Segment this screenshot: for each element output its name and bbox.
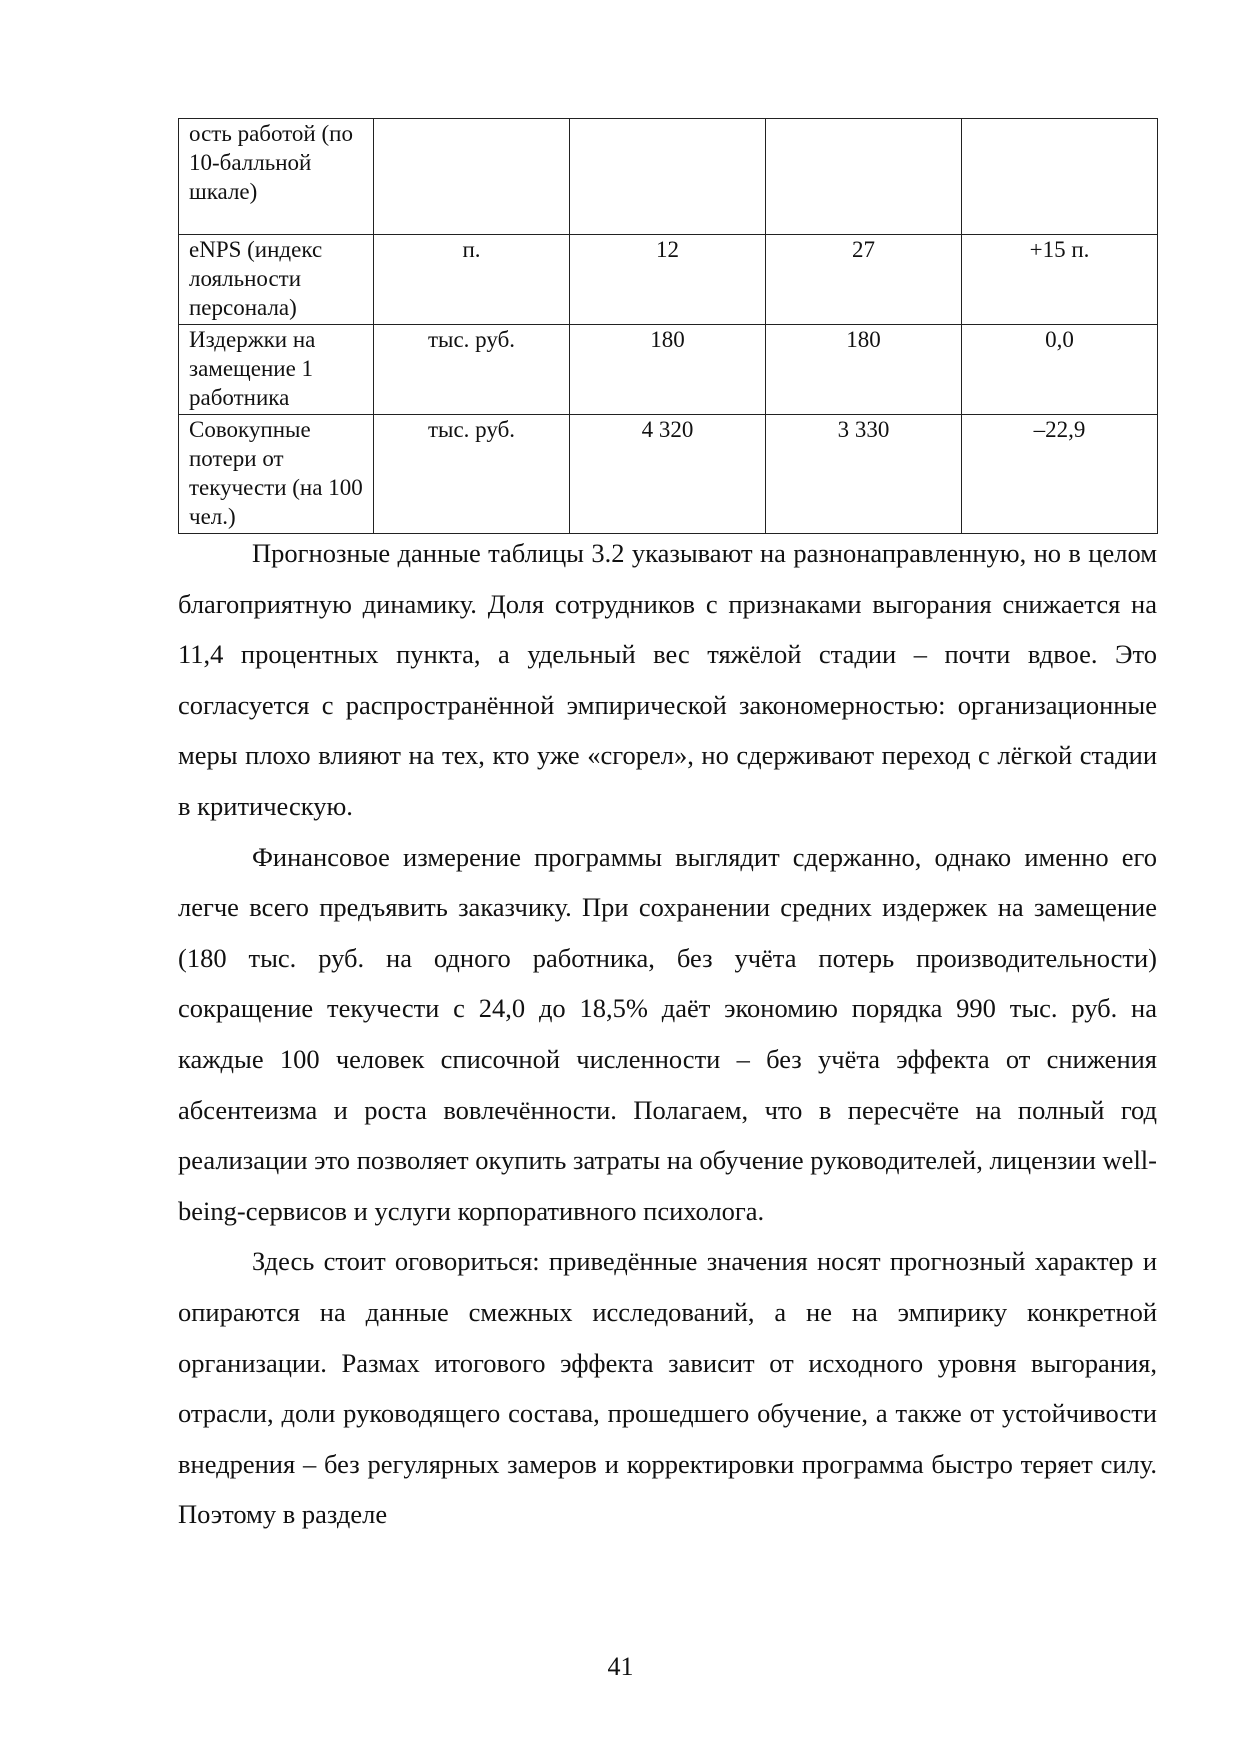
indicator-cell: eNPS (индекс лояльности персонала) [179,235,374,325]
change-cell: 0,0 [962,325,1158,415]
indicator-cell: ость работой (по 10-балльной шкале) [179,119,374,235]
before-cell: 4 320 [570,415,766,534]
indicator-cell: Издержки на замещение 1 работника [179,325,374,415]
page-number: 41 [607,1652,634,1681]
unit-cell: тыс. руб. [374,325,570,415]
unit-cell [374,119,570,235]
change-cell: –22,9 [962,415,1158,534]
paragraph: Прогнозные данные таблицы 3.2 указывают на разнонаправленную, но в целом благоприятную динамику. Доля сотрудников с признаками выгорания снижается на 11,4 процентных пункта, а удельный вес тяжёлой стадии – почти вдвое. Это согласуется с распространённой эмпирической закономерностью: организационные меры плохо влияют на тех, кто уже «сгорел», но сдерживают переход с лёгкой стадии в критическую. [178,538,1157,821]
table-row [179,235,1158,325]
before-cell [570,119,766,235]
after-cell: 27 [766,235,962,325]
after-cell [766,119,962,235]
before-cell: 12 [570,235,766,325]
after-cell: 180 [766,325,962,415]
indicators-table [178,118,1158,534]
unit-cell: п. [374,235,570,325]
unit-cell: тыс. руб. [374,415,570,534]
before-cell: 180 [570,325,766,415]
table-row [179,325,1158,415]
table-row [179,119,1158,235]
change-cell [962,119,1158,235]
paragraph: Здесь стоит оговориться: приведённые значения носят прогнозный характер и опираются на данные смежных исследований, а не на эмпирику конкретной организации. Размах итогового эффекта зависит от исходного уровня выгорания, отрасли, доли руководящего состава, прошедшего обучение, а также от устойчивости внедрения – без регулярных замеров и корректировки программа быстро теряет силу. Поэтому в разделе [178,1246,1157,1530]
indicator-cell: Совокупные потери от текучести (на 100 чел.) [179,415,374,534]
body-text [178,528,1157,1540]
after-cell: 3 330 [766,415,962,534]
paragraph: Финансовое измерение программы выглядит сдержанно, однако именно его легче всего предъявить заказчику. При сохранении средних издержек на замещение (180 тыс. руб. на одного работника, без учёта потерь производительности) сокращение текучести с 24,0 до 18,5% даёт экономию порядка 990 тыс. руб. на каждые 100 человек списочной численности – без учёта эффекта от снижения абсентеизма и роста вовлечённости. Полагаем, что в пересчёте на полный год реализации это позволяет окупить затраты на обучение руководителей, лицензии well-being-сервисов и услуги корпоративного психолога. [178,841,1157,1226]
table-row [179,415,1158,534]
change-cell: +15 п. [962,235,1158,325]
